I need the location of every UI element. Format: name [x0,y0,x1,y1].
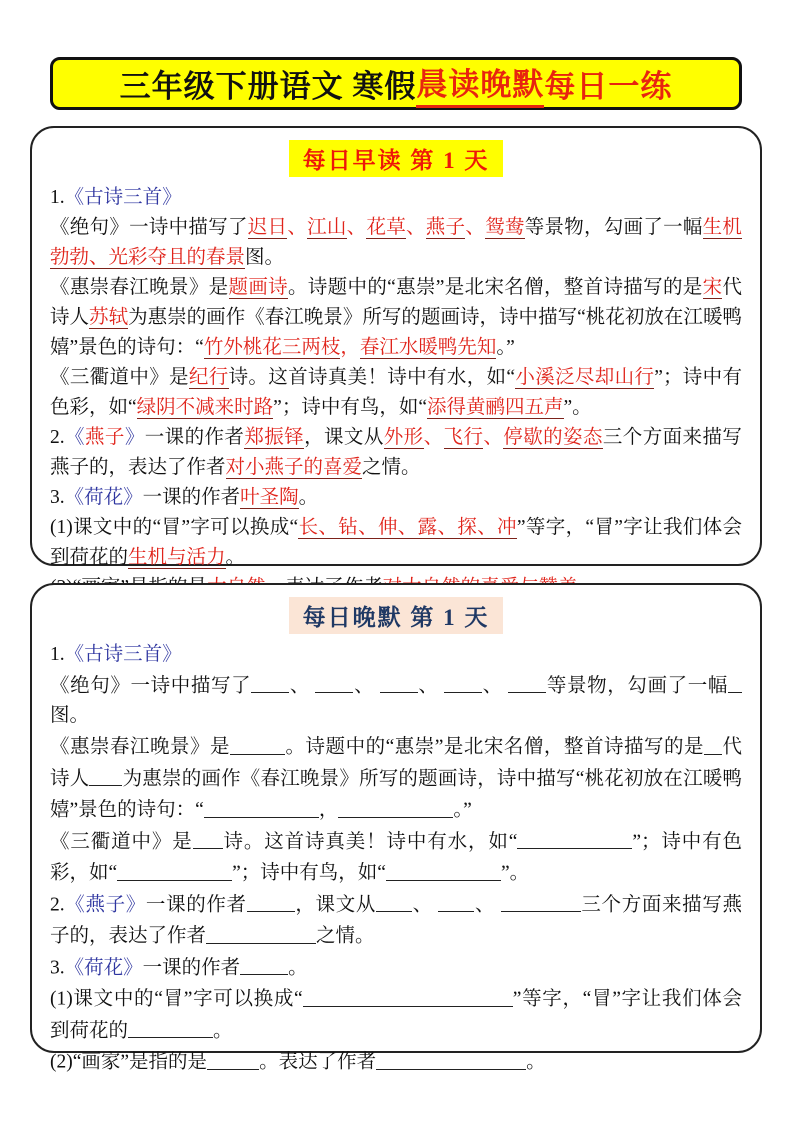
evening-dictation-box [30,583,762,1073]
body-text: 等景物，勾画了一幅 [524,217,703,238]
blank-line [508,672,546,693]
blank-line [380,672,418,693]
red-text: 、 [465,217,486,238]
answer-text: 花草 [366,217,406,238]
paragraph [50,826,742,889]
blank-line [128,1017,213,1038]
blank-line [207,1048,259,1069]
answer-text: 外形 [383,427,424,448]
blank-line [303,985,513,1006]
body-text: ， [318,799,339,821]
body-text: 《三衢道中》是 [50,367,189,388]
blank-line [444,672,482,693]
body-text: 。 [298,487,319,508]
evening-content [50,640,742,1078]
paragraph [50,731,742,825]
answer-text: 题画诗 [228,277,288,298]
body-text: 之情。 [362,457,421,478]
lesson-title-text: 《荷花》 [64,957,143,979]
body-text: 图。 [245,247,285,268]
blank-line [517,828,632,849]
blank-line [338,796,453,817]
paragraph [50,273,742,363]
paragraph [50,1046,742,1077]
answer-text: 生机勃勃、光彩夺且的春景 [50,217,742,268]
body-text: 。” [453,799,472,821]
body-text: 3. [50,957,65,979]
body-text: 一课的作者 [142,957,241,979]
answer-text: 鸳鸯 [485,217,525,238]
paragraph [50,423,742,483]
body-text: 、 [289,675,316,697]
paragraph [50,889,742,952]
answer-text: 燕子 [425,217,466,238]
body-text: 一课的作者 [144,427,245,448]
body-text: 。诗题中的“惠崇”是北宋名僧，整首诗描写的是 [285,736,704,758]
paragraph [50,983,742,1046]
red-text: 、 [423,427,444,448]
blank-line [376,891,412,912]
morning-reading-box [30,126,762,566]
body-text: ”；诗中有鸟，如“ [232,862,386,884]
lesson-title-text: 《荷花》 [64,487,143,508]
body-text: 1. [50,187,65,208]
body-text: 图。 [50,705,90,727]
blank-line [704,733,722,754]
answer-text: 江山 [307,217,347,238]
blank-line [438,891,474,912]
lesson-title-text: 》 [124,427,145,448]
body-text: ”等字，“冒”字让我们体会到荷花的 [50,988,743,1042]
blank-line [117,859,232,880]
red-text: 、 [287,217,308,238]
evening-header-label: 每日晚默 第 1 天 [289,597,504,634]
blank-line [230,733,285,754]
body-text: 2. [50,427,65,448]
blank-line [728,672,742,693]
evening-header [50,597,742,634]
paragraph [50,670,742,731]
body-text: ”；诗中有色彩，如“ [50,367,742,418]
body-text: 《惠崇春江晚景》是 [50,277,229,298]
body-text: ”等字，“冒”字让我们体会到荷花的 [50,517,742,568]
body-text: ”。 [500,862,530,884]
answer-text: 竹外桃花三两枝 [203,337,341,358]
paragraph [50,183,742,213]
body-text: ”；诗中有色彩，如“ [50,831,743,884]
title-banner [50,57,742,110]
body-text: 诗。这首诗真美！诗中有水，如“ [222,831,518,853]
body-text: 、 [417,675,444,697]
blank-line [386,859,501,880]
lesson-title-text: 《古诗三首》 [64,187,182,208]
red-text: 、 [483,427,504,448]
body-text: 等景物，勾画了一幅 [546,675,728,697]
body-text: (1)课文中的“冒”字可以换成“ [50,517,299,538]
paragraph [50,483,742,513]
body-text: (2)“画家”是指的是 [50,1051,208,1073]
body-text: 《绝句》一诗中描写了 [50,675,252,697]
body-text: 1. [50,644,65,665]
body-text: 诗。这首诗真美！诗中有水，如“ [228,367,516,388]
blank-line [247,891,295,912]
body-text: 。” [496,337,515,358]
body-text: 《惠崇春江晚景》是 [50,736,231,758]
body-text: 、 [481,675,509,697]
paragraph [50,363,742,423]
body-text: 《三衢道中》是 [50,831,193,853]
lesson-title-text: 《燕子》 [64,894,146,916]
morning-content [50,183,742,603]
body-text: 、 [474,894,501,916]
body-text: ”。 [563,397,592,418]
blank-line [315,672,353,693]
answer-text: 飞行 [443,427,484,448]
red-text: ， [340,337,360,358]
red-text: 、 [346,217,367,238]
answer-text: 迟日 [247,217,288,238]
body-text: ，课文从 [294,894,377,916]
answer-text: 叶圣陶 [240,487,299,508]
body-text: (1)课文中的“冒”字可以换成“ [50,988,303,1010]
red-text: 、 [406,217,426,238]
body-text: 一课的作者 [142,487,241,508]
blank-line [193,828,223,849]
answer-text: 停歇的姿态 [503,427,603,448]
answer-text: 郑振铎 [244,427,305,448]
blank-line [89,765,122,786]
answer-text: 长、钻、伸、露、探、冲 [298,517,517,538]
blank-line [501,891,581,912]
body-text: 、 [353,675,380,697]
title-text-red: 每日一练 [544,69,673,104]
body-text: ，课文从 [304,427,384,448]
paragraph [50,513,742,573]
blank-line [376,1048,526,1069]
body-text: 。诗题中的“惠崇”是北宋名僧，整首诗描写的是 [288,277,703,298]
body-text: 代诗人 [50,736,742,790]
body-text: 。 [225,547,246,568]
body-text: 。 [213,1020,233,1042]
body-text: 2. [50,894,65,916]
answer-text: 绿阴不减来时路 [136,397,274,418]
answer-text: 小溪泛尽却山行 [515,367,655,388]
body-text: 代诗人 [50,277,742,328]
body-text: ”；诗中有鸟，如“ [273,397,427,418]
answer-text: 春江水暖鸭先知 [359,337,497,358]
title-text-red-underlined: 晨读晚默 [416,59,544,108]
morning-header-label: 每日早读 第 1 天 [289,140,504,177]
morning-header [50,140,742,177]
body-text: 3. [50,487,65,508]
body-text: 、 [412,894,439,916]
answer-text: 苏轼 [89,307,129,328]
blank-line [251,672,289,693]
paragraph [50,640,742,670]
body-text: 。 [526,1051,546,1073]
body-text: 为惠崇的画作《春江晚景》所写的题画诗，诗中描写“桃花初放在江暖鸭嬉”景色的诗句：“ [50,307,742,358]
paragraph [50,213,742,273]
blank-line [204,796,319,817]
title-text-black: 三年级下册语文 寒假 [119,69,417,104]
body-text: 三个方面来描写燕子的，表达了作者 [50,894,742,947]
answer-text: 纪行 [188,367,229,388]
blank-line [206,922,316,943]
body-text: 。 [288,957,308,979]
lesson-title-text: 《 [64,427,85,448]
body-text: 《绝句》一诗中描写了 [50,217,248,238]
body-text: 为惠崇的画作《春江晚景》所写的题画诗，诗中描写“桃花初放在江暖鸭嬉”景色的诗句：“ [50,768,742,821]
answer-text: 添得黄鹂四五声 [426,397,564,418]
body-text: 一课的作者 [145,894,247,916]
body-text: 之情。 [316,925,375,947]
body-text: 三个方面来描写燕子的，表达了作者 [50,427,742,478]
body-text: 。表达了作者 [259,1051,377,1073]
answer-text: 对小燕子的喜爱 [225,457,363,478]
red-text: 燕子 [84,427,125,448]
blank-line [240,954,288,975]
lesson-title-text: 《古诗三首》 [64,644,182,665]
answer-text: 宋 [702,277,723,298]
paragraph [50,952,742,983]
answer-text: 生机与活力 [128,547,226,568]
